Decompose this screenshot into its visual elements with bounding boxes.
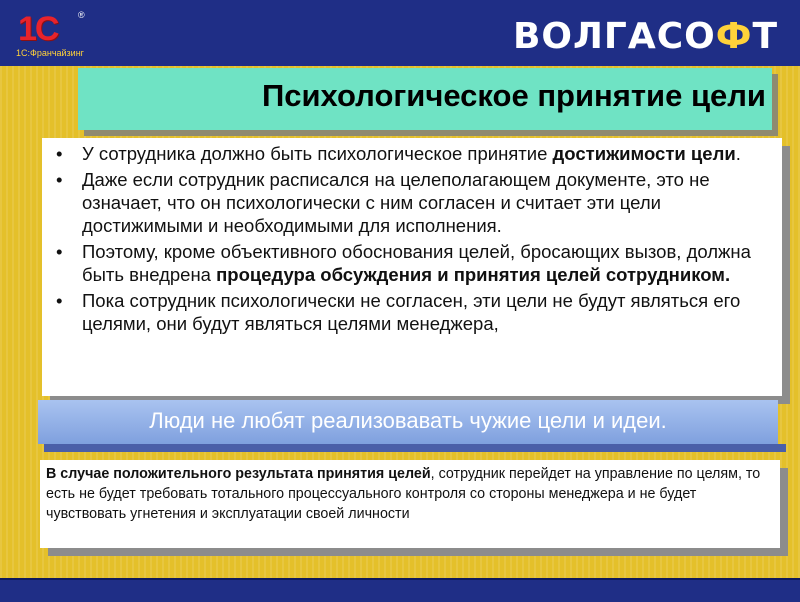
brand-text-end: Т	[752, 16, 778, 57]
1c-logo-mark: 1С	[18, 10, 58, 48]
highlight-banner	[38, 400, 778, 444]
bullet-text: У сотрудника должно быть психологическое принятие	[82, 143, 553, 164]
brand-text-main: ВОЛГАСО	[512, 16, 716, 57]
1c-logo-subtitle: 1С:Франчайзинг	[16, 48, 84, 58]
banner-shadow	[44, 444, 786, 452]
bullet-marker: •	[56, 241, 63, 262]
bullet-item	[42, 142, 782, 165]
slide-title: Психологическое принятие цели	[261, 78, 766, 113]
bullet-item	[42, 289, 782, 335]
brand-text-accent: Ф	[715, 16, 753, 57]
bullet-marker: •	[56, 143, 63, 164]
bullet-list-box	[42, 138, 782, 396]
bullet-marker: •	[56, 169, 63, 190]
registered-mark: ®	[78, 10, 85, 20]
conclusion-box	[40, 460, 780, 548]
bullet-bold-text: достижимости цели	[552, 143, 736, 164]
bullet-text: .	[735, 143, 741, 164]
1c-logo	[12, 8, 102, 60]
bullet-item	[42, 240, 782, 286]
bullet-item	[42, 168, 782, 237]
bullet-marker: •	[56, 290, 63, 311]
bullet-list	[42, 138, 782, 335]
volgasoft-logo	[513, 16, 778, 57]
title-box	[78, 68, 772, 130]
conclusion-text	[40, 460, 780, 524]
bullet-text: Поэтому, кроме объективного обоснования целей, бросающих вызов, должна быть внедрена	[82, 241, 751, 285]
bullet-bold-text: процедура обсуждения и принятия целей сотрудником.	[216, 264, 731, 285]
bullet-text: Даже если сотрудник расписался на целеполагающем документе, это не означает, что он психологически с ним согласен и считает эти цели достижимыми и необходимыми для исполнения.	[82, 169, 710, 236]
conclusion-bold: В случае положительного результата принятия целей	[46, 466, 431, 482]
conclusion-rest: , сотрудник перейдет на управление по целям, то есть не будет требовать тотального процессуального контроля со стороны менеджера и не будет чувствовать угнетения и эксплуатации своей личности	[46, 466, 761, 522]
banner-text: Люди не любят реализовавать чужие цели и идеи.	[149, 408, 667, 433]
footer-bar	[0, 578, 800, 602]
bullet-text: Пока сотрудник психологически не согласен, эти цели не будут являться его целями, они будут являться целями менеджера,	[82, 290, 741, 334]
